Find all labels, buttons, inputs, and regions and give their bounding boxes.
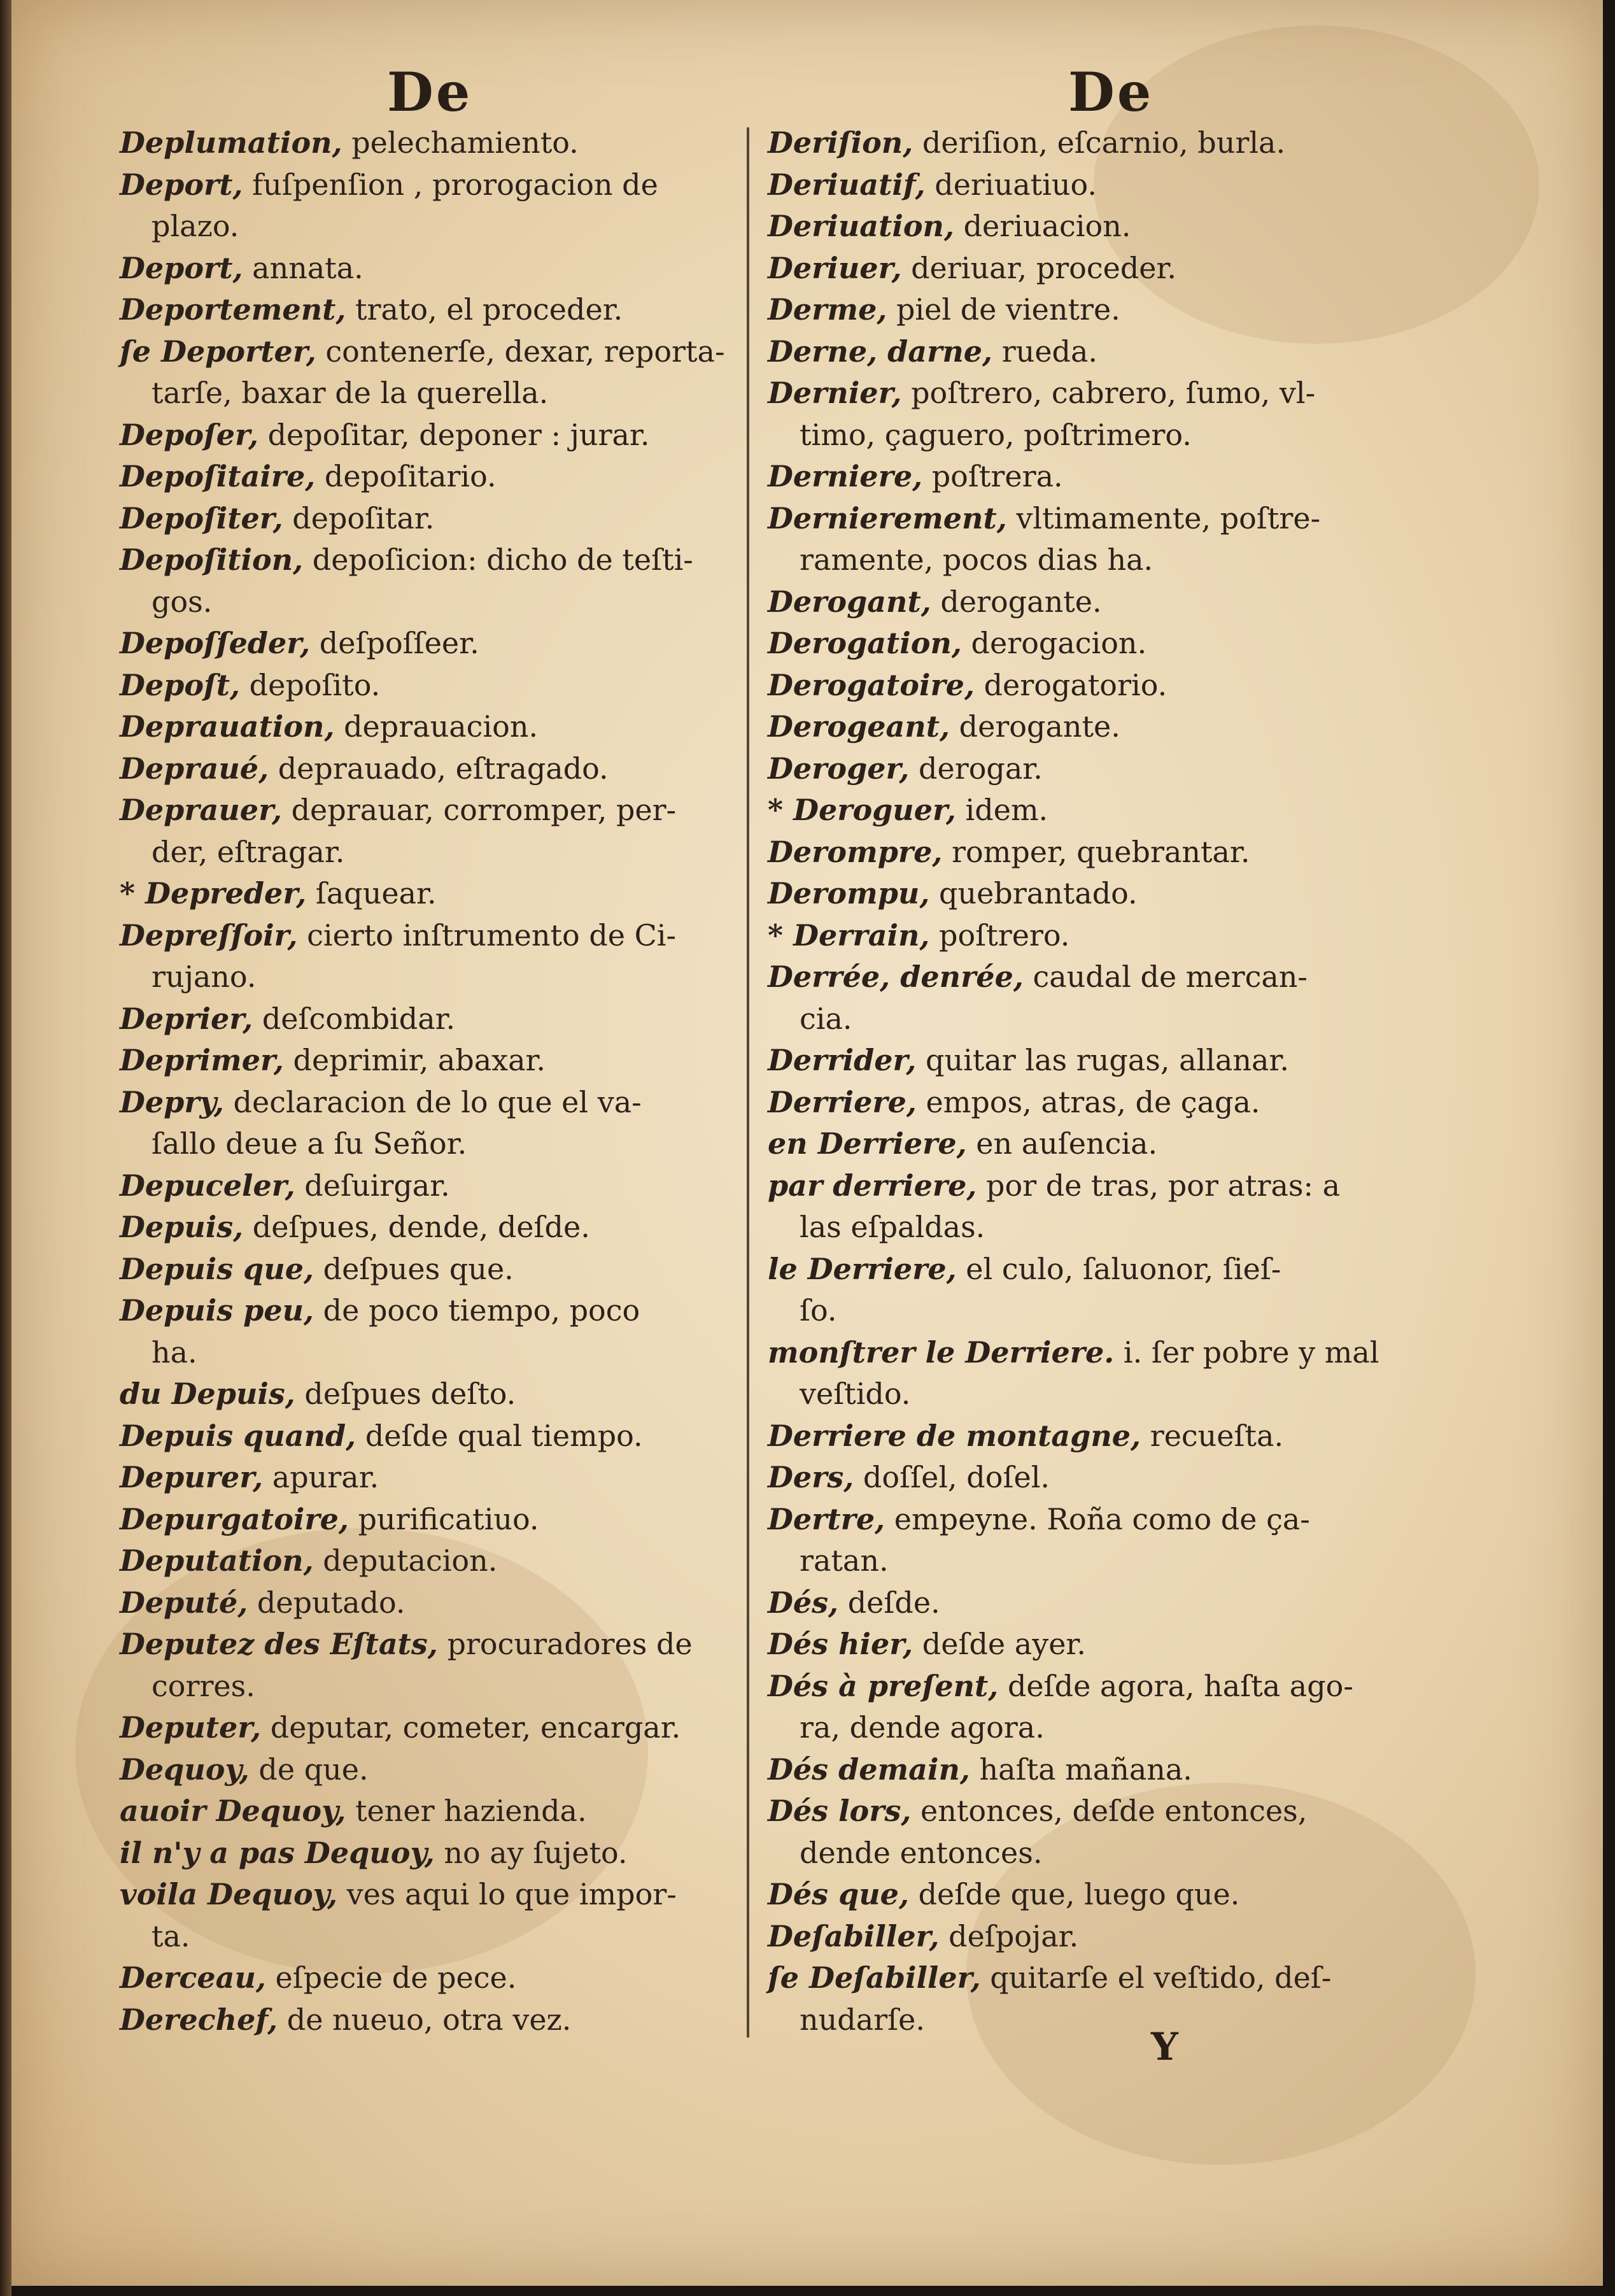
left-column bbox=[120, 122, 750, 2041]
definition-text: ramente, pocos dias ha. bbox=[800, 542, 1153, 577]
headword: Depuis que, bbox=[120, 1251, 314, 1286]
column-divider bbox=[747, 127, 749, 2037]
running-head-left: De bbox=[387, 60, 473, 124]
dictionary-entry bbox=[768, 206, 1411, 248]
definition-text: deſde que, luego que. bbox=[908, 1877, 1240, 1911]
entry-continuation bbox=[768, 1832, 1411, 1874]
headword: Depry, bbox=[120, 1084, 224, 1119]
definition-text: deſde agora, haſta ago- bbox=[998, 1668, 1353, 1703]
dictionary-entry bbox=[768, 456, 1411, 498]
headword: en Derriere, bbox=[768, 1126, 967, 1161]
dictionary-entry bbox=[768, 1249, 1411, 1291]
definition-text: deputado. bbox=[248, 1585, 406, 1620]
dictionary-entry bbox=[120, 1832, 750, 1874]
headword: Derniere, bbox=[768, 459, 923, 493]
headword: Dés hier, bbox=[768, 1627, 913, 1661]
definition-text: deriſion, eſcarnio, burla. bbox=[913, 125, 1286, 160]
definition-text: depoſicion: dicho de teſti- bbox=[303, 542, 693, 577]
definition-text: deſde ayer. bbox=[913, 1627, 1086, 1661]
definition-text: depoſitario. bbox=[315, 459, 497, 493]
definition-text: piel de vientre. bbox=[887, 292, 1120, 327]
dictionary-entry bbox=[768, 1582, 1411, 1624]
dictionary-entry bbox=[768, 1165, 1411, 1207]
definition-text: recueſta. bbox=[1141, 1418, 1284, 1453]
entry-continuation bbox=[120, 956, 750, 998]
definition-text: deſpues, dende, deſde. bbox=[243, 1210, 590, 1244]
definition-text: doſſel, doſel. bbox=[854, 1460, 1050, 1494]
definition-text: apurar. bbox=[263, 1460, 379, 1494]
dictionary-entry bbox=[120, 1499, 750, 1541]
entry-continuation bbox=[768, 539, 1411, 581]
dictionary-entry bbox=[768, 956, 1411, 998]
page-edge bbox=[0, 0, 11, 2296]
definition-text: derogante. bbox=[950, 709, 1120, 744]
entry-continuation bbox=[768, 1707, 1411, 1749]
dictionary-entry bbox=[120, 1749, 750, 1791]
headword: Deportement, bbox=[120, 292, 346, 327]
definition-text: empos, atras, de çaga. bbox=[916, 1084, 1260, 1119]
dictionary-entry bbox=[120, 748, 750, 790]
headword: Depoſition, bbox=[120, 542, 304, 577]
dictionary-entry bbox=[768, 289, 1411, 331]
headword: Dés à preſent, bbox=[768, 1668, 999, 1703]
dictionary-entry bbox=[120, 1415, 750, 1457]
dictionary-entry bbox=[768, 1457, 1411, 1499]
definition-text: deprauar, corromper, per- bbox=[281, 793, 677, 827]
dictionary-entry bbox=[120, 790, 750, 832]
entry-continuation bbox=[768, 1207, 1411, 1249]
dictionary-entry bbox=[768, 1624, 1411, 1666]
headword: il n'y a pas Dequoy, bbox=[120, 1835, 435, 1870]
headword: Depoſſeder, bbox=[120, 626, 311, 660]
headword: Deputé, bbox=[120, 1585, 248, 1620]
definition-text: ta. bbox=[152, 1918, 190, 1953]
definition-text: plazo. bbox=[152, 209, 239, 243]
definition-text: de nueuo, otra vez. bbox=[278, 2002, 572, 2037]
headword: Deprauer, bbox=[120, 793, 282, 827]
definition-text: quebrantado. bbox=[929, 876, 1138, 911]
definition-text: poſtrera. bbox=[922, 459, 1063, 493]
headword: Depuceler, bbox=[120, 1168, 295, 1203]
dictionary-entry bbox=[120, 248, 750, 290]
headword: du Depuis, bbox=[120, 1377, 295, 1411]
headword: Depoſitaire, bbox=[120, 459, 316, 493]
headword: * Deroguer, bbox=[768, 793, 956, 827]
definition-text: cierto inſtrumento de Ci- bbox=[297, 918, 677, 953]
definition-text: depoſitar, deponer : jurar. bbox=[258, 417, 650, 452]
dictionary-entry bbox=[768, 581, 1411, 623]
dictionary-entry bbox=[120, 1249, 750, 1291]
definition-text: quitar las rugas, allanar. bbox=[916, 1043, 1289, 1077]
headword: Depoſt, bbox=[120, 667, 241, 702]
entry-continuation bbox=[120, 372, 750, 415]
dictionary-entry bbox=[120, 998, 750, 1040]
entry-continuation bbox=[768, 998, 1411, 1040]
dictionary-entry bbox=[120, 539, 750, 581]
dictionary-entry bbox=[768, 706, 1411, 748]
headword: Derme, bbox=[768, 292, 887, 327]
headword: Depuis, bbox=[120, 1210, 244, 1244]
headword: Depuis quand, bbox=[120, 1418, 356, 1453]
catchword: Y bbox=[1151, 2025, 1178, 2069]
definition-text: cia. bbox=[800, 1001, 852, 1036]
dictionary-entry bbox=[120, 1457, 750, 1499]
definition-text: deputacion. bbox=[313, 1543, 498, 1578]
dictionary-entry bbox=[768, 248, 1411, 290]
dictionary-entry bbox=[120, 1707, 750, 1749]
dictionary-entry bbox=[120, 1624, 750, 1666]
entry-continuation bbox=[120, 581, 750, 623]
definition-text: procuradores de bbox=[437, 1627, 693, 1661]
headword: Deriuation, bbox=[768, 209, 954, 243]
headword: Dertre, bbox=[768, 1501, 885, 1536]
book-page bbox=[11, 0, 1603, 2286]
dictionary-entry bbox=[768, 1916, 1411, 1958]
headword: Depurer, bbox=[120, 1460, 264, 1494]
headword: Derrider, bbox=[768, 1043, 917, 1077]
definition-text: tarſe, baxar de la querella. bbox=[152, 376, 549, 410]
definition-text: ha. bbox=[152, 1335, 197, 1370]
headword: Derechef, bbox=[120, 2002, 278, 2037]
entry-continuation bbox=[768, 415, 1411, 457]
headword: Derogeant, bbox=[768, 709, 950, 744]
definition-text: derogante. bbox=[931, 584, 1102, 619]
dictionary-entry bbox=[768, 790, 1411, 832]
dictionary-entry bbox=[768, 1749, 1411, 1791]
headword: Depraué, bbox=[120, 751, 269, 786]
headword: Deriuer, bbox=[768, 250, 902, 285]
dictionary-entry bbox=[120, 706, 750, 748]
headword: Deriſion, bbox=[768, 125, 913, 160]
definition-text: trato, el proceder. bbox=[346, 292, 623, 327]
definition-text: ra, dende agora. bbox=[800, 1710, 1045, 1745]
headword: Deputer, bbox=[120, 1710, 262, 1745]
headword: Dés lors, bbox=[768, 1794, 912, 1828]
dictionary-entry bbox=[768, 1415, 1411, 1457]
definition-text: deſcombidar. bbox=[253, 1001, 456, 1036]
definition-text: de poco tiempo, poco bbox=[314, 1293, 640, 1328]
headword: le Derriere, bbox=[768, 1251, 957, 1286]
headword: Deroger, bbox=[768, 751, 910, 786]
dictionary-entry bbox=[768, 1666, 1411, 1708]
headword: Deplumation, bbox=[120, 125, 342, 160]
definition-text: ſaquear. bbox=[306, 876, 437, 911]
definition-text: nudarſe. bbox=[800, 2002, 925, 2037]
definition-text: el culo, ſaluonor, ſieſ- bbox=[956, 1251, 1281, 1286]
headword: Derompre, bbox=[768, 834, 943, 869]
dictionary-entry bbox=[120, 1957, 750, 1999]
dictionary-entry bbox=[768, 1790, 1411, 1832]
headword: Derne, darne, bbox=[768, 334, 993, 369]
headword: * Depreder, bbox=[120, 876, 307, 911]
definition-text: de que. bbox=[249, 1752, 369, 1787]
entry-continuation bbox=[768, 1540, 1411, 1582]
dictionary-entry bbox=[120, 1540, 750, 1582]
dictionary-entry bbox=[120, 1040, 750, 1082]
dictionary-entry bbox=[768, 1082, 1411, 1124]
dictionary-entry bbox=[120, 122, 750, 164]
definition-text: deſde qual tiempo. bbox=[356, 1418, 643, 1453]
dictionary-entry bbox=[120, 1165, 750, 1207]
entry-continuation bbox=[120, 1916, 750, 1958]
entry-continuation bbox=[768, 1373, 1411, 1415]
headword: Dés demain, bbox=[768, 1752, 970, 1787]
dictionary-entry bbox=[768, 623, 1411, 665]
dictionary-entry bbox=[768, 1957, 1411, 1999]
headword: Deriuatif, bbox=[768, 167, 926, 202]
entry-continuation bbox=[120, 1332, 750, 1374]
headword: Derogant, bbox=[768, 584, 931, 619]
headword: Dernier, bbox=[768, 376, 902, 410]
headword: Deputation, bbox=[120, 1543, 314, 1578]
definition-text: derogar. bbox=[909, 751, 1043, 786]
headword: Depuis peu, bbox=[120, 1293, 314, 1328]
definition-text: deſpojar. bbox=[939, 1918, 1079, 1953]
entry-continuation bbox=[768, 1999, 1411, 2041]
dictionary-entry bbox=[120, 1290, 750, 1332]
headword: Depoſer, bbox=[120, 417, 258, 452]
headword: Dequoy, bbox=[120, 1752, 250, 1787]
headword: Depoſiter, bbox=[120, 500, 283, 535]
dictionary-entry bbox=[120, 623, 750, 665]
definition-text: entonces, deſde entonces, bbox=[911, 1794, 1308, 1828]
dictionary-entry bbox=[120, 1373, 750, 1415]
headword: * Derrain, bbox=[768, 918, 930, 953]
definition-text: no ay ſujeto. bbox=[434, 1835, 628, 1870]
definition-text: empeyne. Roña como de ça- bbox=[885, 1501, 1310, 1536]
dictionary-entry bbox=[768, 498, 1411, 540]
headword: Derogation, bbox=[768, 626, 962, 660]
definition-text: poſtrero, cabrero, ſumo, vl- bbox=[901, 376, 1316, 410]
definition-text: deſpues que. bbox=[314, 1251, 514, 1286]
dictionary-entry bbox=[120, 665, 750, 707]
definition-text: deriuar, proceder. bbox=[901, 250, 1177, 285]
headword: Derriere de montagne, bbox=[768, 1418, 1141, 1453]
dictionary-entry bbox=[120, 498, 750, 540]
headword: voila Dequoy, bbox=[120, 1877, 337, 1911]
definition-text: veſtido. bbox=[800, 1377, 911, 1411]
definition-text: deſpues deſto. bbox=[295, 1377, 516, 1411]
definition-text: haſta mañana. bbox=[970, 1752, 1192, 1787]
definition-text: deprauacion. bbox=[334, 709, 539, 744]
definition-text: deriuacion. bbox=[954, 209, 1131, 243]
dictionary-entry bbox=[768, 372, 1411, 415]
dictionary-entry bbox=[768, 1040, 1411, 1082]
definition-text: gos. bbox=[152, 584, 213, 619]
dictionary-entry bbox=[768, 1332, 1411, 1374]
dictionary-entry bbox=[768, 331, 1411, 373]
headword: Depreſſoir, bbox=[120, 918, 298, 953]
headword: Deport, bbox=[120, 250, 243, 285]
headword: Depurgatoire, bbox=[120, 1501, 349, 1536]
dictionary-entry bbox=[120, 1790, 750, 1832]
headword: Deprier, bbox=[120, 1001, 253, 1036]
dictionary-entry bbox=[768, 665, 1411, 707]
definition-text: quitarſe el veſtido, deſ- bbox=[980, 1960, 1332, 1995]
definition-text: ratan. bbox=[800, 1543, 889, 1578]
definition-text: ves aqui lo que impor- bbox=[337, 1877, 677, 1911]
definition-text: ſo. bbox=[800, 1293, 837, 1328]
headword: Deprimer, bbox=[120, 1043, 284, 1077]
definition-text: pelechamiento. bbox=[342, 125, 579, 160]
definition-text: caudal de mercan- bbox=[1023, 960, 1308, 994]
headword: Derrée, denrée, bbox=[768, 960, 1024, 994]
headword: Deputez des Eſtats, bbox=[120, 1627, 438, 1661]
definition-text: en auſencia. bbox=[966, 1126, 1158, 1161]
definition-text: rujano. bbox=[152, 960, 257, 994]
dictionary-entry bbox=[768, 1123, 1411, 1165]
definition-text: declaracion de lo que el va- bbox=[223, 1084, 642, 1119]
dictionary-entry bbox=[120, 1582, 750, 1624]
headword: monſtrer le Derriere. bbox=[768, 1335, 1115, 1370]
dictionary-entry bbox=[768, 1499, 1411, 1541]
dictionary-entry bbox=[768, 748, 1411, 790]
dictionary-entry bbox=[768, 873, 1411, 915]
headword: Deprauation, bbox=[120, 709, 335, 744]
definition-text: derogatorio. bbox=[974, 667, 1167, 702]
definition-text: contenerſe, dexar, reporta- bbox=[316, 334, 725, 369]
dictionary-entry bbox=[120, 164, 750, 206]
entry-continuation bbox=[120, 206, 750, 248]
definition-text: idem. bbox=[956, 793, 1048, 827]
dictionary-entry bbox=[120, 915, 750, 957]
definition-text: deputar, cometer, encargar. bbox=[261, 1710, 681, 1745]
dictionary-entry bbox=[768, 164, 1411, 206]
headword: par derriere, bbox=[768, 1168, 977, 1203]
definition-text: deſuirgar. bbox=[295, 1168, 450, 1203]
definition-text: por de tras, por atras: a bbox=[977, 1168, 1341, 1203]
dictionary-entry bbox=[768, 915, 1411, 957]
definition-text: fuſpenſion , prorogacion de bbox=[243, 167, 658, 202]
headword: Ders, bbox=[768, 1460, 854, 1494]
entry-continuation bbox=[768, 1290, 1411, 1332]
headword: Dernierement, bbox=[768, 500, 1007, 535]
headword: Derompu, bbox=[768, 876, 930, 911]
definition-text: corres. bbox=[152, 1668, 255, 1703]
dictionary-entry bbox=[120, 456, 750, 498]
dictionary-entry bbox=[120, 1207, 750, 1249]
headword: Deport, bbox=[120, 167, 243, 202]
definition-text: deſde. bbox=[838, 1585, 940, 1620]
definition-text: depoſitar. bbox=[283, 500, 435, 535]
dictionary-entry bbox=[120, 1999, 750, 2041]
dictionary-entry bbox=[120, 331, 750, 373]
headword: Derogatoire, bbox=[768, 667, 975, 702]
definition-text: las eſpaldas. bbox=[800, 1210, 985, 1244]
headword: Dés que, bbox=[768, 1877, 909, 1911]
dictionary-entry bbox=[768, 1874, 1411, 1916]
definition-text: romper, quebrantar. bbox=[942, 834, 1250, 869]
headword: Derriere, bbox=[768, 1084, 917, 1119]
definition-text: deprimir, abaxar. bbox=[283, 1043, 546, 1077]
dictionary-entry bbox=[120, 1082, 750, 1124]
entry-continuation bbox=[120, 1666, 750, 1708]
headword: Dés, bbox=[768, 1585, 839, 1620]
headword: Derceau, bbox=[120, 1960, 266, 1995]
definition-text: deriuatiuo. bbox=[925, 167, 1097, 202]
definition-text: rueda. bbox=[992, 334, 1098, 369]
definition-text: tener hazienda. bbox=[346, 1794, 587, 1828]
dictionary-entry bbox=[120, 873, 750, 915]
definition-text: deprauado, eſtragado. bbox=[269, 751, 609, 786]
definition-text: der, eſtragar. bbox=[152, 834, 345, 869]
running-head-right: De bbox=[1068, 60, 1154, 124]
dictionary-entry bbox=[120, 289, 750, 331]
dictionary-entry bbox=[768, 832, 1411, 874]
definition-text: purificatiuo. bbox=[348, 1501, 539, 1536]
definition-text: eſpecie de pece. bbox=[265, 1960, 517, 1995]
definition-text: dende entonces. bbox=[800, 1835, 1043, 1870]
headword: Deſabiller, bbox=[768, 1918, 940, 1953]
headword: ſe Deporter, bbox=[120, 334, 316, 369]
dictionary-entry bbox=[120, 415, 750, 457]
definition-text: deſpoſſeer. bbox=[310, 626, 479, 660]
definition-text: poſtrero. bbox=[929, 918, 1070, 953]
headword: ſe Deſabiller, bbox=[768, 1960, 981, 1995]
entry-continuation bbox=[120, 832, 750, 874]
right-column bbox=[768, 122, 1411, 2041]
dictionary-entry bbox=[768, 122, 1411, 164]
headword: auoir Dequoy, bbox=[120, 1794, 346, 1828]
definition-text: timo, çaguero, poſtrimero. bbox=[800, 417, 1192, 452]
definition-text: derogacion. bbox=[961, 626, 1147, 660]
entry-continuation bbox=[120, 1123, 750, 1165]
definition-text: annata. bbox=[243, 250, 363, 285]
definition-text: depoſito. bbox=[240, 667, 381, 702]
definition-text: ſallo deue a ſu Señor. bbox=[152, 1126, 467, 1161]
dictionary-entry bbox=[120, 1874, 750, 1916]
definition-text: i. ſer pobre y mal bbox=[1114, 1335, 1379, 1370]
definition-text: vltimamente, poſtre- bbox=[1006, 500, 1321, 535]
